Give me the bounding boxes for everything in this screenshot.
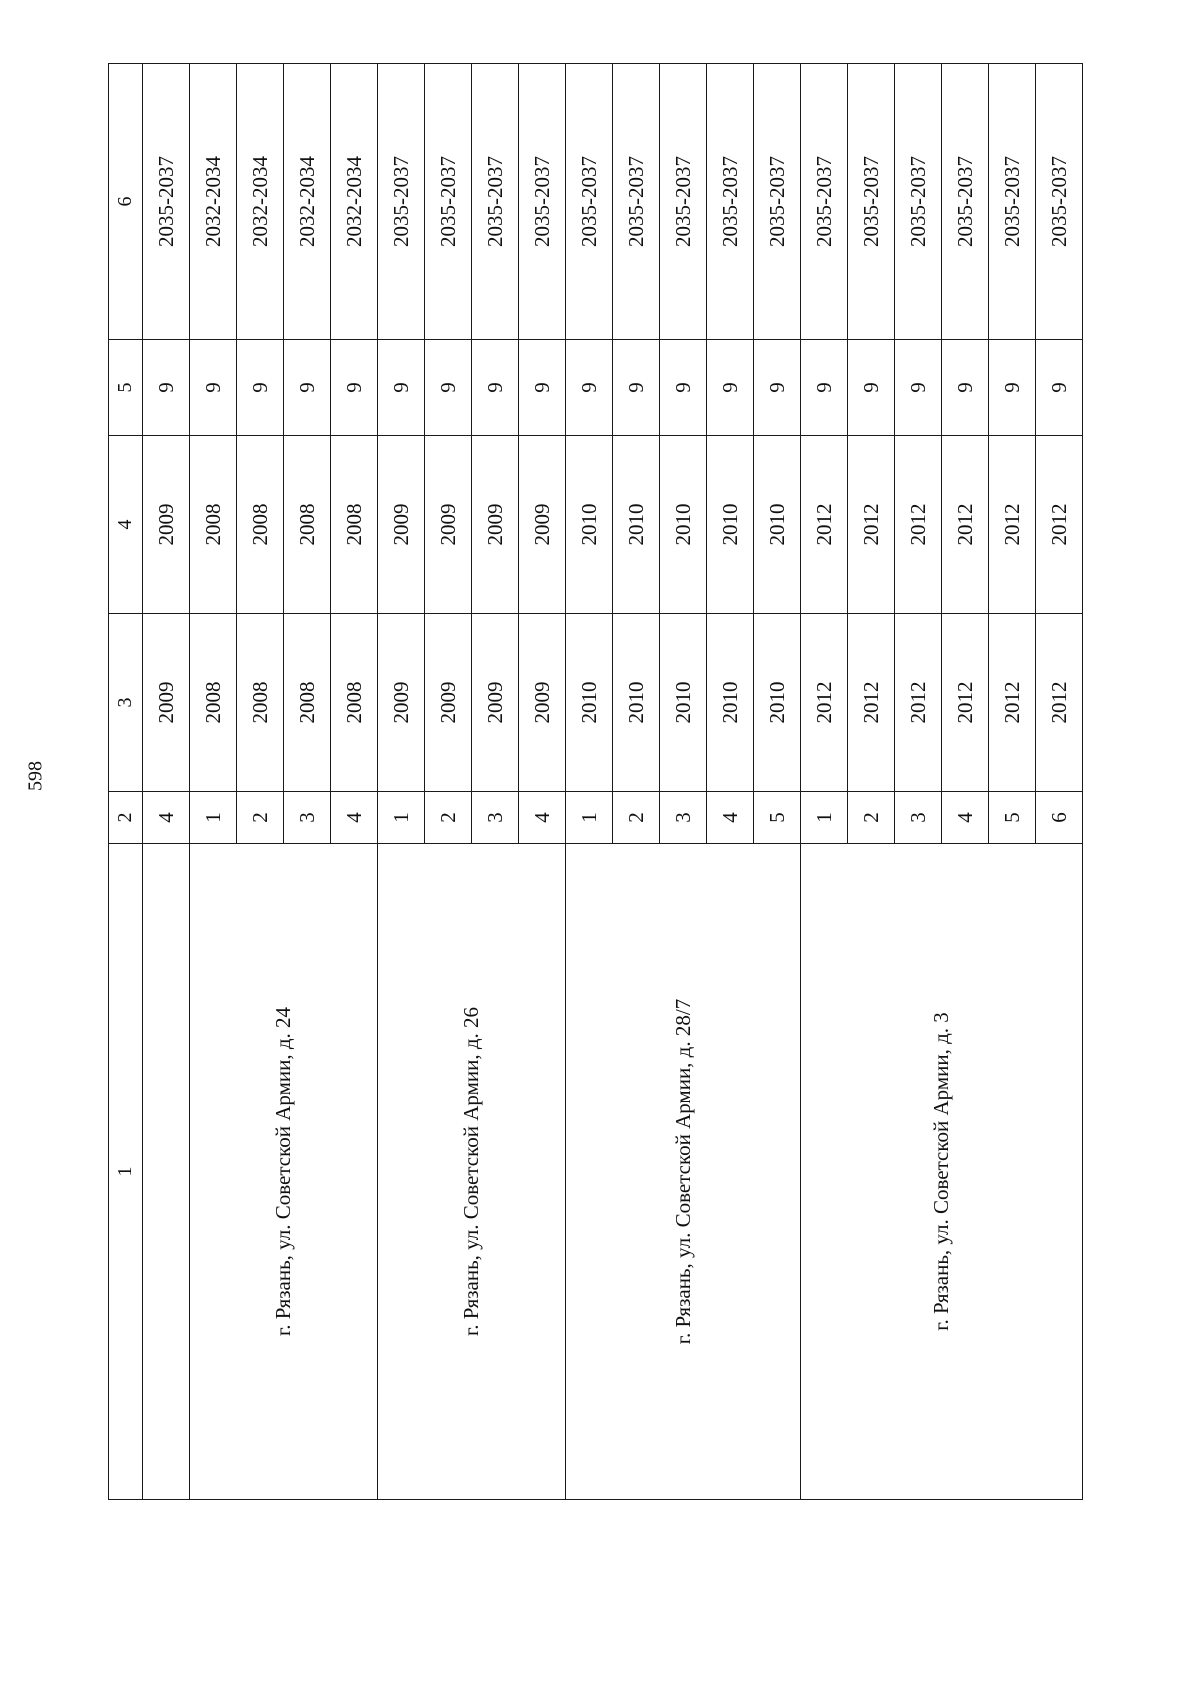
year-cell: 2009 <box>519 436 566 614</box>
year-cell: 2010 <box>707 436 754 614</box>
year-cell: 2012 <box>895 614 942 792</box>
section-cell: 2 <box>613 792 660 844</box>
year-cell: 2012 <box>801 614 848 792</box>
period-cell: 2032-2034 <box>284 64 331 340</box>
section-cell: 4 <box>942 792 989 844</box>
table-row <box>143 64 190 1500</box>
section-cell: 5 <box>754 792 801 844</box>
period-cell: 2035-2037 <box>425 64 472 340</box>
floors-cell: 9 <box>989 340 1036 436</box>
section-cell: 4 <box>331 792 378 844</box>
table-row <box>190 64 237 1500</box>
floors-cell: 9 <box>613 340 660 436</box>
table-row <box>801 64 848 1500</box>
year-cell: 2008 <box>284 436 331 614</box>
year-cell: 2012 <box>989 436 1036 614</box>
year-cell: 2010 <box>613 436 660 614</box>
floors-cell: 9 <box>1036 340 1083 436</box>
floors-cell: 9 <box>331 340 378 436</box>
schedule-table <box>108 63 1083 1500</box>
section-cell: 1 <box>378 792 425 844</box>
address-cell: г. Рязань, ул. Советской Армии, д. 26 <box>378 844 566 1500</box>
year-cell: 2010 <box>566 614 613 792</box>
period-cell: 2035-2037 <box>989 64 1036 340</box>
section-cell: 1 <box>190 792 237 844</box>
year-cell: 2009 <box>425 436 472 614</box>
year-cell: 2010 <box>754 436 801 614</box>
year-cell: 2010 <box>660 436 707 614</box>
year-cell: 2008 <box>190 614 237 792</box>
period-cell: 2035-2037 <box>942 64 989 340</box>
year-cell: 2012 <box>1036 436 1083 614</box>
address-cell <box>143 844 190 1500</box>
header-cell: 4 <box>109 436 143 614</box>
year-cell: 2009 <box>519 614 566 792</box>
period-cell: 2035-2037 <box>143 64 190 340</box>
year-cell: 2010 <box>566 436 613 614</box>
floors-cell: 9 <box>801 340 848 436</box>
year-cell: 2009 <box>425 614 472 792</box>
period-cell: 2032-2034 <box>237 64 284 340</box>
table-row <box>566 64 613 1500</box>
period-cell: 2035-2037 <box>472 64 519 340</box>
floors-cell: 9 <box>848 340 895 436</box>
year-cell: 2012 <box>942 436 989 614</box>
year-cell: 2012 <box>895 436 942 614</box>
period-cell: 2035-2037 <box>613 64 660 340</box>
section-cell: 2 <box>848 792 895 844</box>
year-cell: 2008 <box>190 436 237 614</box>
section-cell: 1 <box>566 792 613 844</box>
period-cell: 2032-2034 <box>190 64 237 340</box>
year-cell: 2012 <box>989 614 1036 792</box>
header-cell: 6 <box>109 64 143 340</box>
year-cell: 2012 <box>942 614 989 792</box>
floors-cell: 9 <box>143 340 190 436</box>
period-cell: 2035-2037 <box>801 64 848 340</box>
floors-cell: 9 <box>284 340 331 436</box>
year-cell: 2012 <box>1036 614 1083 792</box>
period-cell: 2035-2037 <box>566 64 613 340</box>
section-cell: 6 <box>1036 792 1083 844</box>
year-cell: 2009 <box>143 614 190 792</box>
year-cell: 2008 <box>237 614 284 792</box>
address-cell: г. Рязань, ул. Советской Армии, д. 3 <box>801 844 1083 1500</box>
period-cell: 2032-2034 <box>331 64 378 340</box>
year-cell: 2009 <box>472 436 519 614</box>
floors-cell: 9 <box>754 340 801 436</box>
section-cell: 3 <box>284 792 331 844</box>
section-cell: 4 <box>519 792 566 844</box>
year-cell: 2008 <box>331 436 378 614</box>
period-cell: 2035-2037 <box>660 64 707 340</box>
period-cell: 2035-2037 <box>895 64 942 340</box>
floors-cell: 9 <box>472 340 519 436</box>
period-cell: 2035-2037 <box>378 64 425 340</box>
section-cell: 2 <box>237 792 284 844</box>
page-number-text: 598 <box>24 761 47 791</box>
floors-cell: 9 <box>707 340 754 436</box>
table-header-row <box>109 64 143 1500</box>
header-cell: 3 <box>109 614 143 792</box>
period-cell: 2035-2037 <box>1036 64 1083 340</box>
address-cell: г. Рязань, ул. Советской Армии, д. 24 <box>190 844 378 1500</box>
floors-cell: 9 <box>660 340 707 436</box>
year-cell: 2010 <box>660 614 707 792</box>
year-cell: 2010 <box>754 614 801 792</box>
section-cell: 3 <box>895 792 942 844</box>
section-cell: 5 <box>989 792 1036 844</box>
header-cell: 1 <box>109 844 143 1500</box>
year-cell: 2009 <box>472 614 519 792</box>
header-cell: 5 <box>109 340 143 436</box>
section-cell: 3 <box>472 792 519 844</box>
year-cell: 2010 <box>613 614 660 792</box>
period-cell: 2035-2037 <box>519 64 566 340</box>
floors-cell: 9 <box>378 340 425 436</box>
year-cell: 2008 <box>237 436 284 614</box>
table-frame <box>108 64 1071 1500</box>
header-cell: 2 <box>109 792 143 844</box>
year-cell: 2009 <box>378 614 425 792</box>
floors-cell: 9 <box>895 340 942 436</box>
floors-cell: 9 <box>237 340 284 436</box>
year-cell: 2010 <box>707 614 754 792</box>
section-cell: 4 <box>143 792 190 844</box>
floors-cell: 9 <box>425 340 472 436</box>
section-cell: 3 <box>660 792 707 844</box>
period-cell: 2035-2037 <box>848 64 895 340</box>
address-cell: г. Рязань, ул. Советской Армии, д. 28/7 <box>566 844 801 1500</box>
floors-cell: 9 <box>190 340 237 436</box>
floors-cell: 9 <box>519 340 566 436</box>
floors-cell: 9 <box>566 340 613 436</box>
section-cell: 2 <box>425 792 472 844</box>
year-cell: 2008 <box>284 614 331 792</box>
table-row <box>378 64 425 1500</box>
year-cell: 2012 <box>848 436 895 614</box>
section-cell: 1 <box>801 792 848 844</box>
year-cell: 2008 <box>331 614 378 792</box>
year-cell: 2009 <box>143 436 190 614</box>
floors-cell: 9 <box>942 340 989 436</box>
period-cell: 2035-2037 <box>754 64 801 340</box>
section-cell: 4 <box>707 792 754 844</box>
period-cell: 2035-2037 <box>707 64 754 340</box>
year-cell: 2012 <box>801 436 848 614</box>
year-cell: 2009 <box>378 436 425 614</box>
year-cell: 2012 <box>848 614 895 792</box>
